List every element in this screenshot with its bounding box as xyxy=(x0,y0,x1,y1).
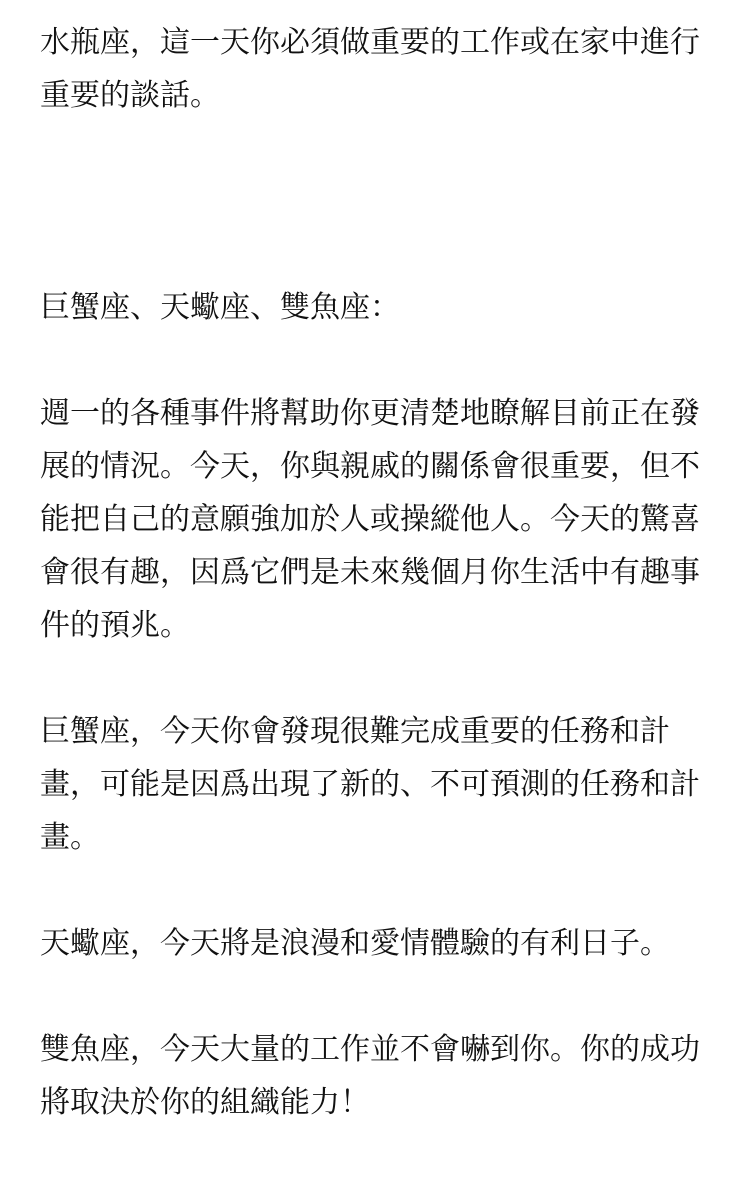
article-body xyxy=(40,16,710,1182)
aquarius-paragraph: 水瓶座，這一天你必須做重要的工作或在家中進行 重要的談話。 xyxy=(40,25,700,113)
signs-heading: 巨蟹座、天蠍座、雙魚座： xyxy=(40,290,400,325)
scorpio-paragraph: 天蠍座，今天將是浪漫和愛情體驗的有利日子。 xyxy=(40,926,670,961)
pisces-paragraph: 雙魚座，今天大量的工作並不會嚇到你。你的成功 將取決於你的組織能力！ xyxy=(40,1032,700,1120)
monday-overview-paragraph: 週一的各種事件將幫助你更清楚地瞭解目前正在發 展的情況。今天，你與親戚的關係會很重要，但不 能把自己的意願強加於人或操縱他人。今天的驚喜 會很有趣，因爲它們是未來幾個月你生活中有趣事 件的預兆。 xyxy=(40,396,700,643)
cancer-paragraph: 巨蟹座，今天你會發現很難完成重要的任務和計 畫，可能是因爲出現了新的、不可預測的任務和計 畫。 xyxy=(40,714,700,855)
